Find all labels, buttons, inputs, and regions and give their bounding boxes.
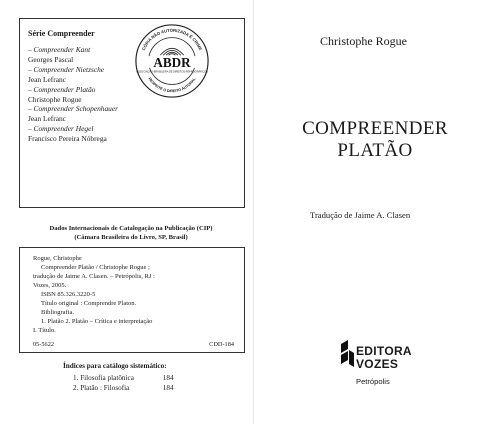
svg-text:CÓPIA NÃO AUTORIZADA É CRIME xyxy=(141,28,203,52)
index-item-code: 184 xyxy=(162,384,174,392)
series-book-title: – Compreender Schopenhauer xyxy=(28,104,119,114)
index-item xyxy=(73,373,174,383)
series-book-title: – Compreender Nietzsche xyxy=(28,64,105,74)
cip-line: I. Título. xyxy=(33,327,56,334)
abdr-acronym: ABDR xyxy=(153,54,191,70)
index-heading: Índices para catálogo sistemático: xyxy=(63,362,167,370)
index-item-name: 2. Platão : Filosofia xyxy=(73,384,130,392)
cip-record xyxy=(33,254,155,335)
index-list xyxy=(73,373,174,393)
series-book-author: Jean Lefranc xyxy=(28,114,66,124)
index-item-name: 1. Filosofia platônica xyxy=(73,374,134,382)
book-title-line: COMPREENDER xyxy=(302,118,448,139)
series-list-box xyxy=(19,18,245,208)
series-book-title: – Compreender Hegel xyxy=(28,124,94,134)
page-gutter xyxy=(253,0,254,424)
seal-top-text: CÓPIA NÃO AUTORIZADA É CRIME xyxy=(140,27,204,52)
series-list xyxy=(28,45,118,144)
series-book-author: Jean Lefranc xyxy=(28,74,66,84)
cip-line: Compreender Platão / Christophe Rogue ; xyxy=(41,264,150,271)
index-item-code: 184 xyxy=(162,374,174,382)
publisher-city: Petrópolis xyxy=(356,377,390,386)
vozes-logo-icon xyxy=(341,340,354,368)
cip-line: tradução de Jaime A. Clasen. – Petrópolis, RJ : xyxy=(33,273,155,280)
seal-association-text: ASSOCIAÇÃO BRASILEIRA DE DIREITOS REPROGRÁFICOS xyxy=(136,70,208,74)
series-book-title: – Compreender Platão xyxy=(28,84,96,94)
cip-line: Rogue, Christophe xyxy=(33,255,82,262)
publisher-name: EDITORA xyxy=(356,344,412,358)
publisher-name: VOZES xyxy=(356,357,399,371)
translator-credit: Tradução de Jaime A. Clasen xyxy=(310,210,411,220)
cip-heading-line: (Câmara Brasileira do Livro, SP, Brasil) xyxy=(74,234,188,241)
cip-code-right: CDD-184 xyxy=(209,341,234,348)
book-author: Christophe Rogue xyxy=(320,34,407,48)
cip-code-left: 05-5622 xyxy=(33,341,54,348)
cip-line: Vozes, 2005. xyxy=(33,282,67,289)
series-book-author: Georges Pascal xyxy=(28,54,74,64)
series-book-title: – Compreender Kant xyxy=(28,45,91,54)
book-title-line: PLATÃO xyxy=(337,140,413,161)
cip-record-box xyxy=(19,247,245,353)
abdr-seal-logo xyxy=(133,22,211,100)
cip-heading xyxy=(19,224,243,242)
seal-bottom-text: RESPEITE O DIREITO AUTORAL xyxy=(147,76,197,94)
cip-line: 1. Platão 2. Platão – Crítica e interpretação xyxy=(41,318,153,325)
cip-line: Título original : Comprendre Platon. xyxy=(41,300,137,307)
cip-line: Bibliografia. xyxy=(41,309,75,316)
index-item xyxy=(73,383,174,393)
series-title: Série Compreender xyxy=(28,29,95,38)
series-book-author: Francisco Pereira Nóbrega xyxy=(28,134,107,144)
series-book-author: Christophe Rogue xyxy=(28,94,82,104)
cip-line: ISBN 85.326.3220-5 xyxy=(41,291,96,298)
cip-heading-line: Dados Internacionais de Catalogação na Publicação (CIP) xyxy=(49,225,213,232)
